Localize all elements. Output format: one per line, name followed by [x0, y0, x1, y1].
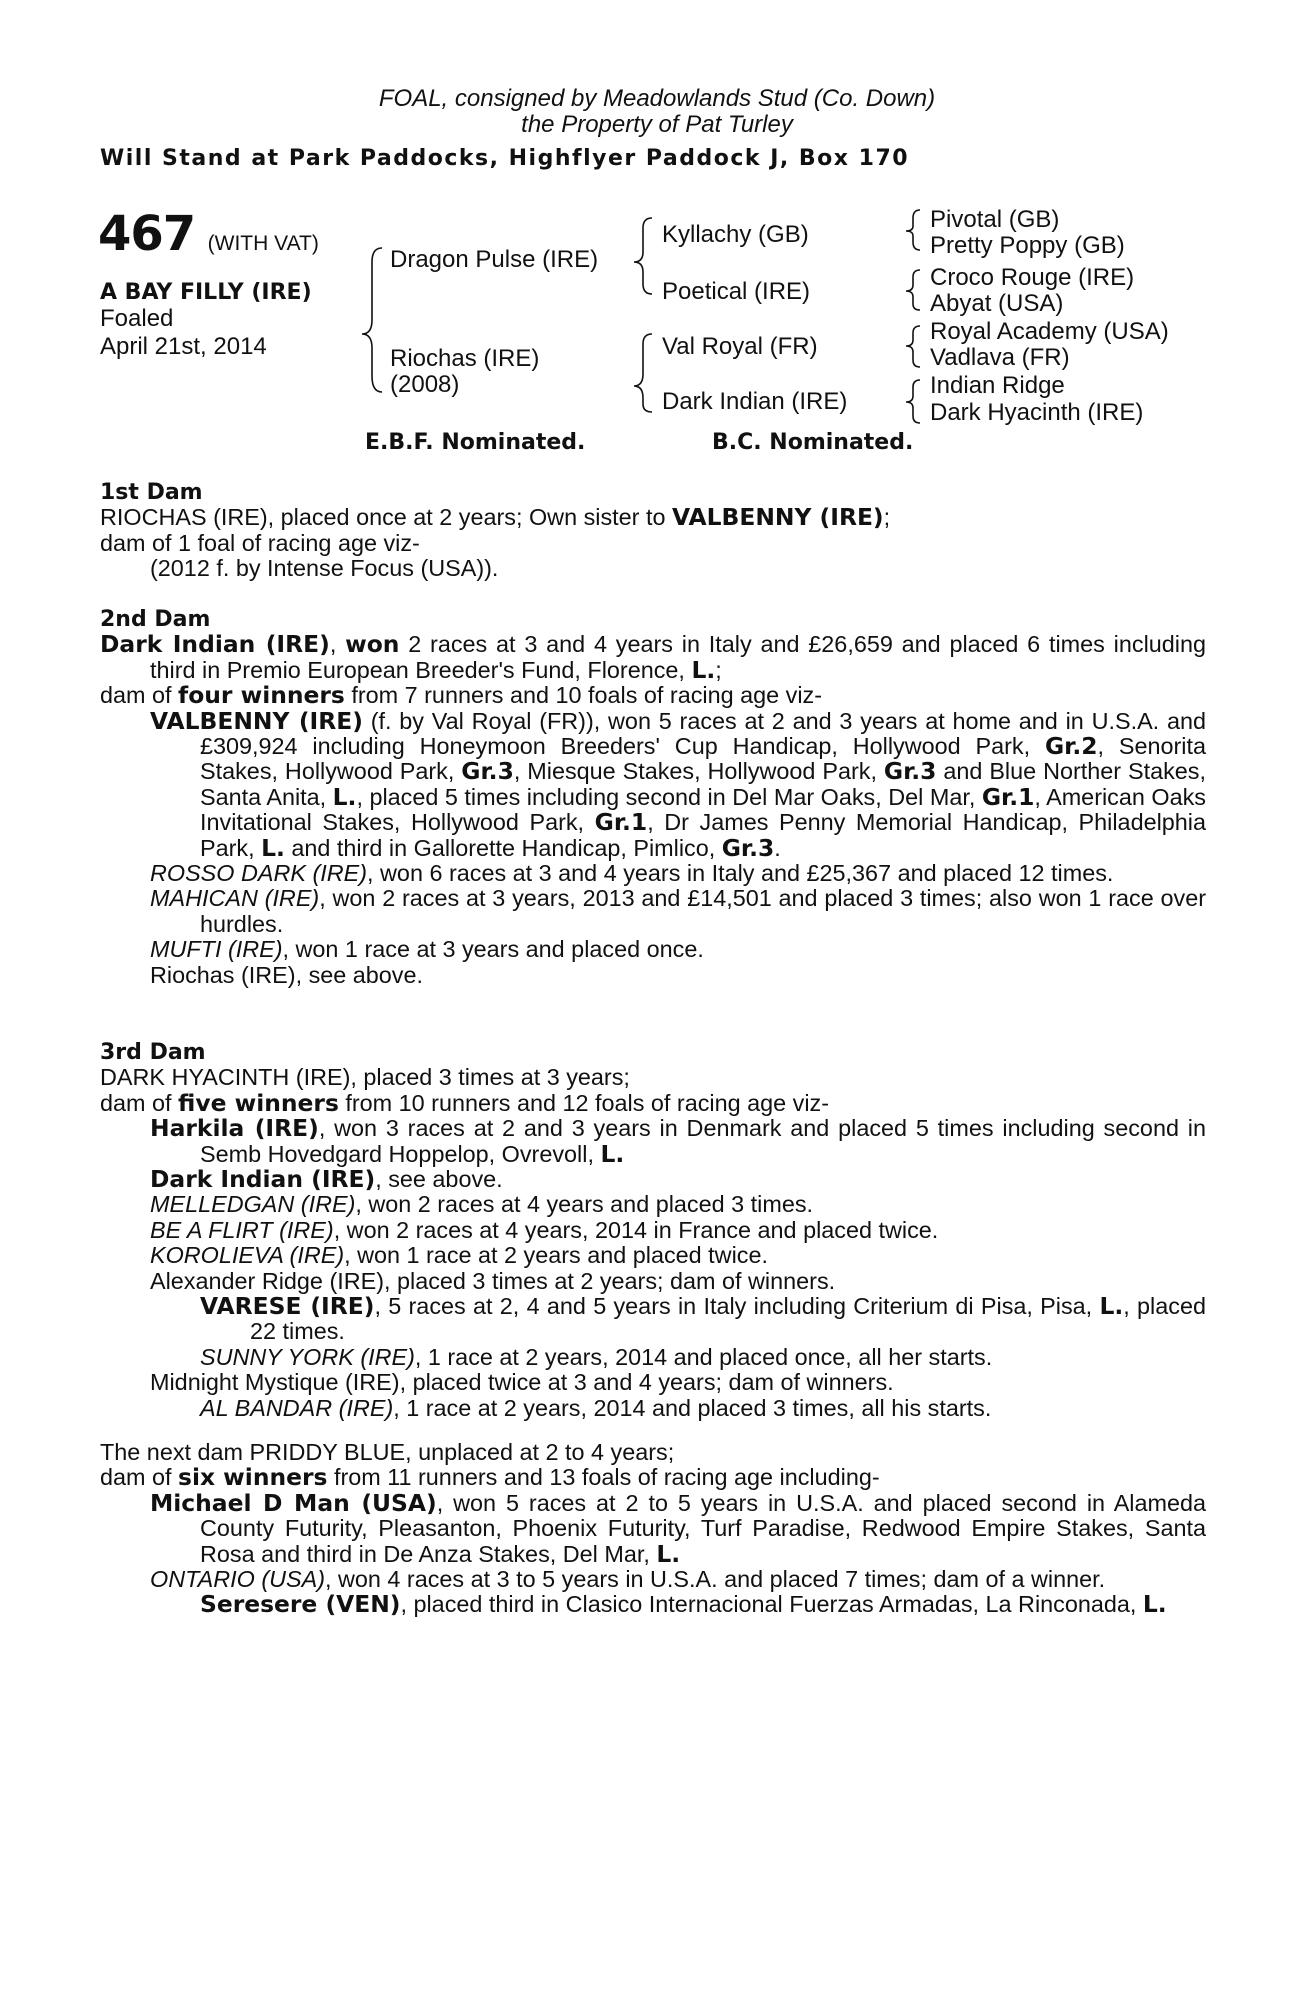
- produce-korolieva: KOROLIEVA (IRE), won 1 race at 2 years and placed twice.: [150, 1242, 768, 1269]
- produce-harkila: Harkila (IRE), won 3 races at 2 and 3 years in Denmark and placed 5 times including second in Semb Hovedgard Hoppelop, Ovrevoll, L.: [150, 1114, 1206, 1168]
- produce-mahican: MAHICAN (IRE), won 2 races at 3 years, 2013 and £14,501 and placed 3 times; also won 1 race over hurdles.: [150, 885, 1207, 937]
- produce-al-bandar: AL BANDAR (IRE), 1 race at 2 years, 2014 and placed 3 times, all his starts.: [200, 1394, 992, 1421]
- next-dam-produce-line: dam of six winners from 11 runners and 13 foals of racing age including-: [100, 1463, 880, 1492]
- third-dam-heading: 3rd Dam: [100, 1040, 206, 1065]
- ancestor-1: Pivotal (GB): [930, 206, 1060, 233]
- dam-year: (2008): [390, 371, 460, 398]
- bracket-kyllachy: [906, 210, 920, 250]
- lot-number: 467: [98, 206, 196, 262]
- produce-valbenny: VALBENNY (IRE) (f. by Val Royal (FR)), won 5 races at 2 and 3 years at home and in U.S.A. and £309,924 including Honeymoon Breeders' Cup Handicap, Hollywood Park, Gr.2, Senorita Stakes, Hollywood Park, Gr.3, Miesque Stakes, Hollywood Park, Gr.3 and Blue Norther Stakes, Santa Anita, L., placed 5 times including second in Del Mar Oaks, Del Mar, Gr.1, American Oaks Invitational Stakes, Hollywood Park, Gr.1, Dr James Penny Memorial Handicap, Philadelphia Park, L. and third in Gallorette Handicap, Pimlico, Gr.3.: [150, 706, 1207, 862]
- bracket-gen1: [362, 248, 382, 392]
- third-dam-section: [100, 1040, 1206, 1421]
- property-line: the Property of Pat Turley: [521, 111, 793, 138]
- ancestor-2: Pretty Poppy (GB): [930, 232, 1125, 259]
- pedigree-brackets: [0, 0, 1314, 460]
- third-dam-record: DARK HYACINTH (IRE), placed 3 times at 3 years;: [100, 1064, 630, 1091]
- produce-mufti: MUFTI (IRE), won 1 race at 3 years and placed once.: [150, 936, 704, 963]
- vat-note: (WITH VAT): [207, 232, 319, 255]
- lot-description: A BAY FILLY (IRE): [100, 280, 312, 305]
- produce-melledgan: MELLEDGAN (IRE), won 2 races at 4 years and placed 3 times.: [150, 1191, 814, 1218]
- foaled-date: April 21st, 2014: [100, 333, 267, 360]
- bracket-val-royal: [906, 326, 920, 367]
- sire-dam: Poetical (IRE): [662, 278, 811, 305]
- ancestor-4: Abyat (USA): [930, 290, 1064, 317]
- produce-riochas: Riochas (IRE), see above.: [150, 961, 424, 988]
- produce-alexander-ridge: Alexander Ridge (IRE), placed 3 times at 2 years; dam of winners.: [150, 1267, 836, 1294]
- produce-ontario: ONTARIO (USA), won 4 races at 3 to 5 years in U.S.A. and placed 7 times; dam of a winner.: [150, 1566, 1106, 1593]
- dam: Riochas (IRE): [390, 345, 540, 372]
- second-dam-section: [100, 607, 1206, 988]
- produce-midnight-mystique: Midnight Mystique (IRE), placed twice at 3 and 4 years; dam of winners.: [150, 1369, 894, 1396]
- produce-varese: VARESE (IRE), 5 races at 2, 4 and 5 years in Italy including Criterium di Pisa, Pisa, L., placed 22 times.: [200, 1292, 1206, 1345]
- dam-sire: Val Royal (FR): [662, 333, 818, 360]
- ancestor-7: Indian Ridge: [930, 372, 1065, 399]
- bracket-dark-indian: [906, 380, 920, 423]
- first-dam-foal: (2012 f. by Intense Focus (USA)).: [150, 555, 499, 582]
- produce-dark-indian: Dark Indian (IRE), see above.: [150, 1165, 503, 1194]
- bc-nominated: B.C. Nominated.: [712, 430, 914, 455]
- first-dam-section: [100, 480, 1206, 582]
- foaled-label: Foaled: [100, 305, 174, 332]
- first-dam-produce-line: dam of 1 foal of racing age viz-: [100, 529, 420, 556]
- next-dam-record: The next dam PRIDDY BLUE, unplaced at 2 to 4 years;: [100, 1439, 675, 1465]
- sire: Dragon Pulse (IRE): [390, 246, 599, 273]
- bracket-poetical: [906, 270, 920, 310]
- ebf-nominated: E.B.F. Nominated.: [365, 430, 586, 455]
- stand-location-line: Will Stand at Park Paddocks, Highflyer Paddock J, Box 170: [100, 146, 910, 171]
- third-dam-produce-line: dam of five winners from 10 runners and 12 foals of racing age viz-: [100, 1088, 830, 1117]
- produce-sunny-york: SUNNY YORK (IRE), 1 race at 2 years, 2014 and placed once, all her starts.: [200, 1343, 993, 1370]
- second-dam-heading: 2nd Dam: [100, 607, 211, 632]
- sire-sire: Kyllachy (GB): [662, 221, 809, 248]
- dam-dam: Dark Indian (IRE): [662, 388, 848, 415]
- first-dam-heading: 1st Dam: [100, 480, 203, 505]
- second-dam-produce-line: dam of four winners from 7 runners and 10 foals of racing age viz-: [100, 681, 823, 710]
- consignor-line: FOAL, consigned by Meadowlands Stud (Co. Down): [378, 85, 936, 112]
- bracket-dam: [634, 334, 652, 412]
- first-dam-line: RIOCHAS (IRE), placed once at 2 years; Own sister to VALBENNY (IRE);: [100, 503, 891, 532]
- produce-rosso-dark: ROSSO DARK (IRE), won 6 races at 3 and 4 years in Italy and £25,367 and placed 12 times.: [150, 860, 1114, 887]
- ancestor-6: Vadlava (FR): [930, 344, 1070, 371]
- bracket-sire: [634, 218, 652, 294]
- produce-seresere: Seresere (VEN), placed third in Clasico Internacional Fuerzas Armadas, La Rinconada, L.: [200, 1590, 1167, 1619]
- second-dam-record: Dark Indian (IRE), won 2 races at 3 and 4 years in Italy and £26,659 and placed 6 times including third in Premio European Breeder's Fund, Florence, L.;: [100, 630, 1206, 684]
- ancestor-3: Croco Rouge (IRE): [930, 264, 1135, 291]
- produce-michael-d-man: Michael D Man (USA), won 5 races at 2 to 5 years in U.S.A. and placed second in Alameda County Futurity, Pleasanton, Phoenix Futurity, Turf Paradise, Redwood Empire Stakes, Santa Rosa and third in De Anza Stakes, Del Mar, L.: [150, 1488, 1207, 1568]
- produce-be-a-flirt: BE A FLIRT (IRE), won 2 races at 4 years, 2014 in France and placed twice.: [150, 1216, 939, 1243]
- ancestor-5: Royal Academy (USA): [930, 318, 1169, 345]
- next-dam-section: [100, 1440, 1206, 1618]
- ancestor-8: Dark Hyacinth (IRE): [930, 399, 1144, 426]
